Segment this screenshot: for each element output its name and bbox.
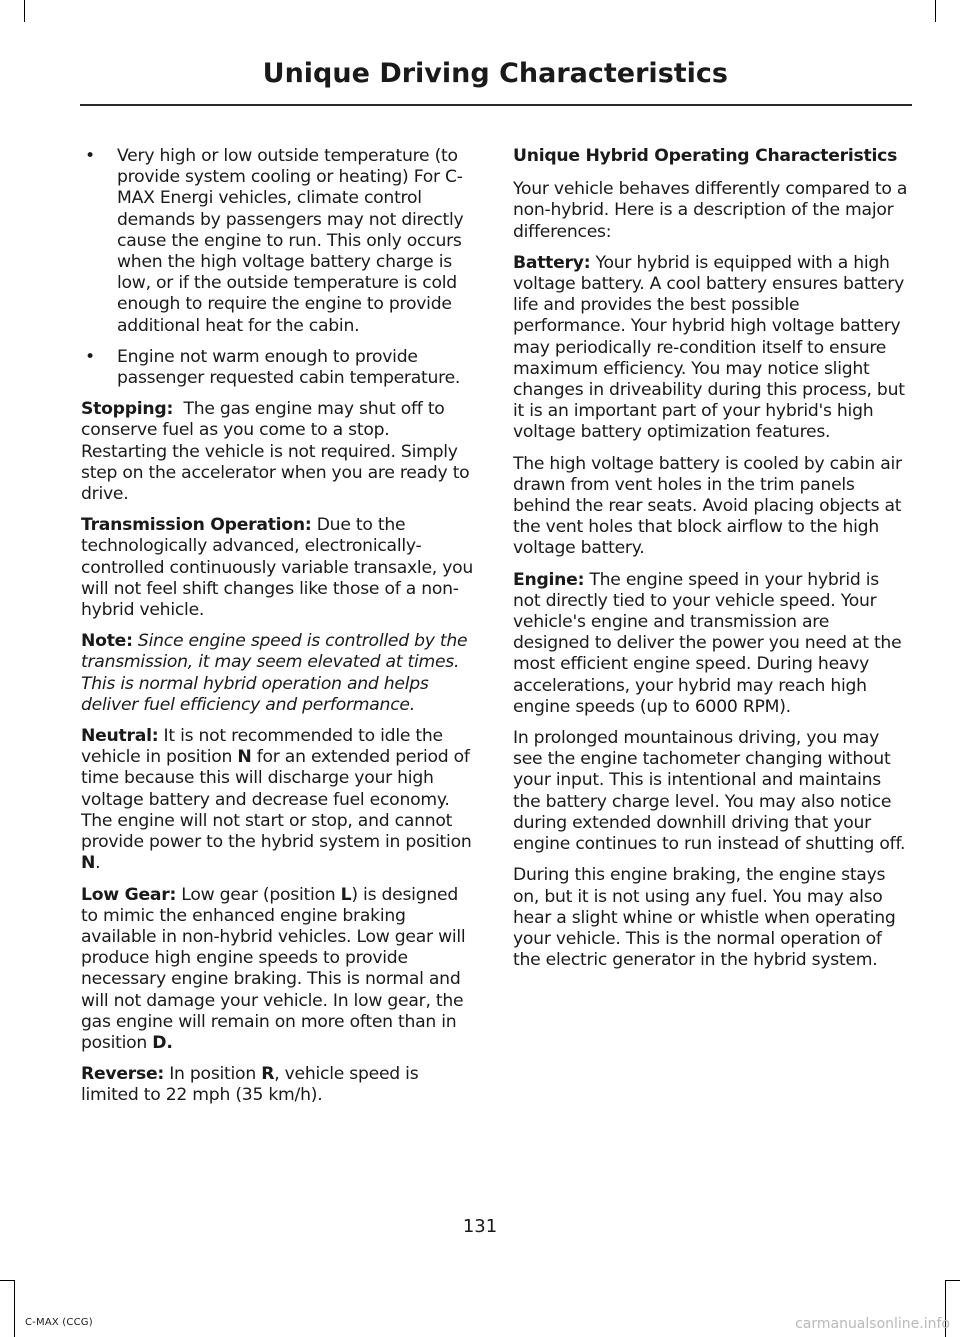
bullet-text: Very high or low outside temperature (to provide system cooling or heating) For C-MAX Energi vehicles, climate control demands by passengers may not directly cause the engine to run. This only occurs when the high voltage battery charge is low, or if the outside temperature is cold enough to require the engine to provide additional heat for the cabin.: [117, 146, 464, 336]
paragraph-text: Due to the technologically advanced, electronically-controlled continuously variable transaxle, you will not feel shift changes like those of a non-hybrid vehicle.: [81, 515, 474, 621]
gear-position: N: [81, 853, 96, 874]
term-label: Low Gear:: [81, 884, 177, 905]
gear-position: L: [340, 884, 352, 905]
crop-mark: [946, 1280, 960, 1281]
footer-model: C-MAX (CCG): [25, 1317, 93, 1328]
watermark: carmanualsonline.info: [795, 1316, 950, 1332]
term-label: Battery:: [513, 252, 591, 273]
paragraph-text: It is not recommended to idle the vehicle in position: [81, 726, 443, 768]
gear-position: R: [261, 1064, 275, 1085]
section-heading: Unique Hybrid Operating Characteristics: [513, 146, 898, 166]
paragraph-text: ) is designed to mimic the enhanced engine braking available in non-hybrid vehicles. Low gear will produce high engine speeds to provide necessary engine braking. This is normal and will not damage your vehicle. In low gear, the gas engine will remain on more often than in position: [81, 884, 466, 1053]
crop-mark: [935, 0, 936, 22]
bullet-text: Engine not warm enough to provide passenger requested cabin temperature.: [117, 346, 461, 389]
bullet-icon: •: [85, 346, 95, 367]
bullet-item: [81, 146, 476, 337]
crop-mark: [24, 0, 25, 22]
paragraph-reverse: [81, 1064, 476, 1106]
paragraph-text: Your hybrid is equipped with a high voltage battery. A cool battery ensures battery life and provides the best possible performance. Your hybrid high voltage battery may periodically re-condition itself to ensure maximum efficiency. You may notice slight changes in driveability during this process, but it is an important part of your hybrid's high voltage battery optimization features.: [513, 252, 905, 443]
paragraph-cooling: The high voltage battery is cooled by cabin air drawn from vent holes in the trim panels behind the rear seats. Avoid placing objects at the vent holes that block airflow to the high voltage battery.: [513, 453, 902, 559]
bullet-item: [81, 347, 476, 389]
paragraph-intro: Your vehicle behaves differently compared to a non-hybrid. Here is a description of the major differences:: [513, 179, 908, 242]
paragraph-text: In position: [164, 1064, 262, 1085]
page-header-title: Unique Driving Characteristics: [262, 58, 728, 89]
paragraph-text: for an extended period of time because this will discharge your high voltage battery and decrease fuel economy. The engine will not start or stop, and cannot provide power to the hybrid system in position: [81, 747, 472, 853]
term-label: Reverse:: [81, 1064, 164, 1085]
bullet-icon: •: [85, 146, 95, 166]
term-label: Transmission Operation:: [81, 515, 312, 536]
note-paragraph: [81, 631, 476, 716]
right-column: [513, 146, 908, 981]
page-number: 131: [462, 1216, 498, 1237]
paragraph-text: The gas engine may shut off to conserve fuel as you come to a stop. Restarting the vehicle is not required. Simply step on the accelerator when you are ready to drive.: [81, 399, 475, 505]
paragraph-stopping: [81, 399, 476, 505]
paragraph-engine: [513, 570, 908, 718]
crop-mark: [14, 1280, 15, 1337]
paragraph-braking: During this engine braking, the engine stays on, but it is not using any fuel. You may also hear a slight whine or whistle when operating your vehicle. This is the normal operation of the electric generator in the hybrid system.: [513, 865, 896, 971]
left-column: [81, 146, 476, 1117]
crop-mark: [0, 1280, 14, 1281]
paragraph-text: , vehicle speed is limited to 22 mph (35 km/h).: [81, 1064, 419, 1106]
gear-position: N: [237, 747, 252, 768]
paragraph-low-gear: [81, 885, 476, 1055]
paragraph-neutral: [81, 726, 476, 874]
paragraph-text: Low gear (position: [176, 884, 341, 905]
paragraph-text: .: [95, 853, 101, 874]
term-label: Stopping:: [81, 399, 174, 420]
gear-position: D.: [152, 1032, 173, 1053]
term-label: Engine:: [513, 569, 585, 590]
term-label: Neutral:: [81, 726, 159, 747]
header-divider: [80, 104, 912, 106]
note-label: Note:: [81, 631, 133, 652]
paragraph-mountain: In prolonged mountainous driving, you may see the engine tachometer changing without your input. This is intentional and maintains the battery charge level. You may also notice during extended downhill driving that your engine continues to run instead of shutting off.: [513, 728, 906, 855]
paragraph-battery: [513, 253, 908, 444]
paragraph-transmission: [81, 515, 476, 621]
note-text: Since engine speed is controlled by the transmission, it may seem elevated at times. This is normal hybrid operation and helps deliver fuel efficiency and performance.: [81, 631, 468, 715]
paragraph-text: The engine speed in your hybrid is not directly tied to your vehicle speed. Your vehicle's engine and transmission are designed to deliver the power you need at the most efficient engine speed. During heavy accelerations, your hybrid may reach high engine speeds (up to 6000 RPM).: [513, 569, 902, 717]
